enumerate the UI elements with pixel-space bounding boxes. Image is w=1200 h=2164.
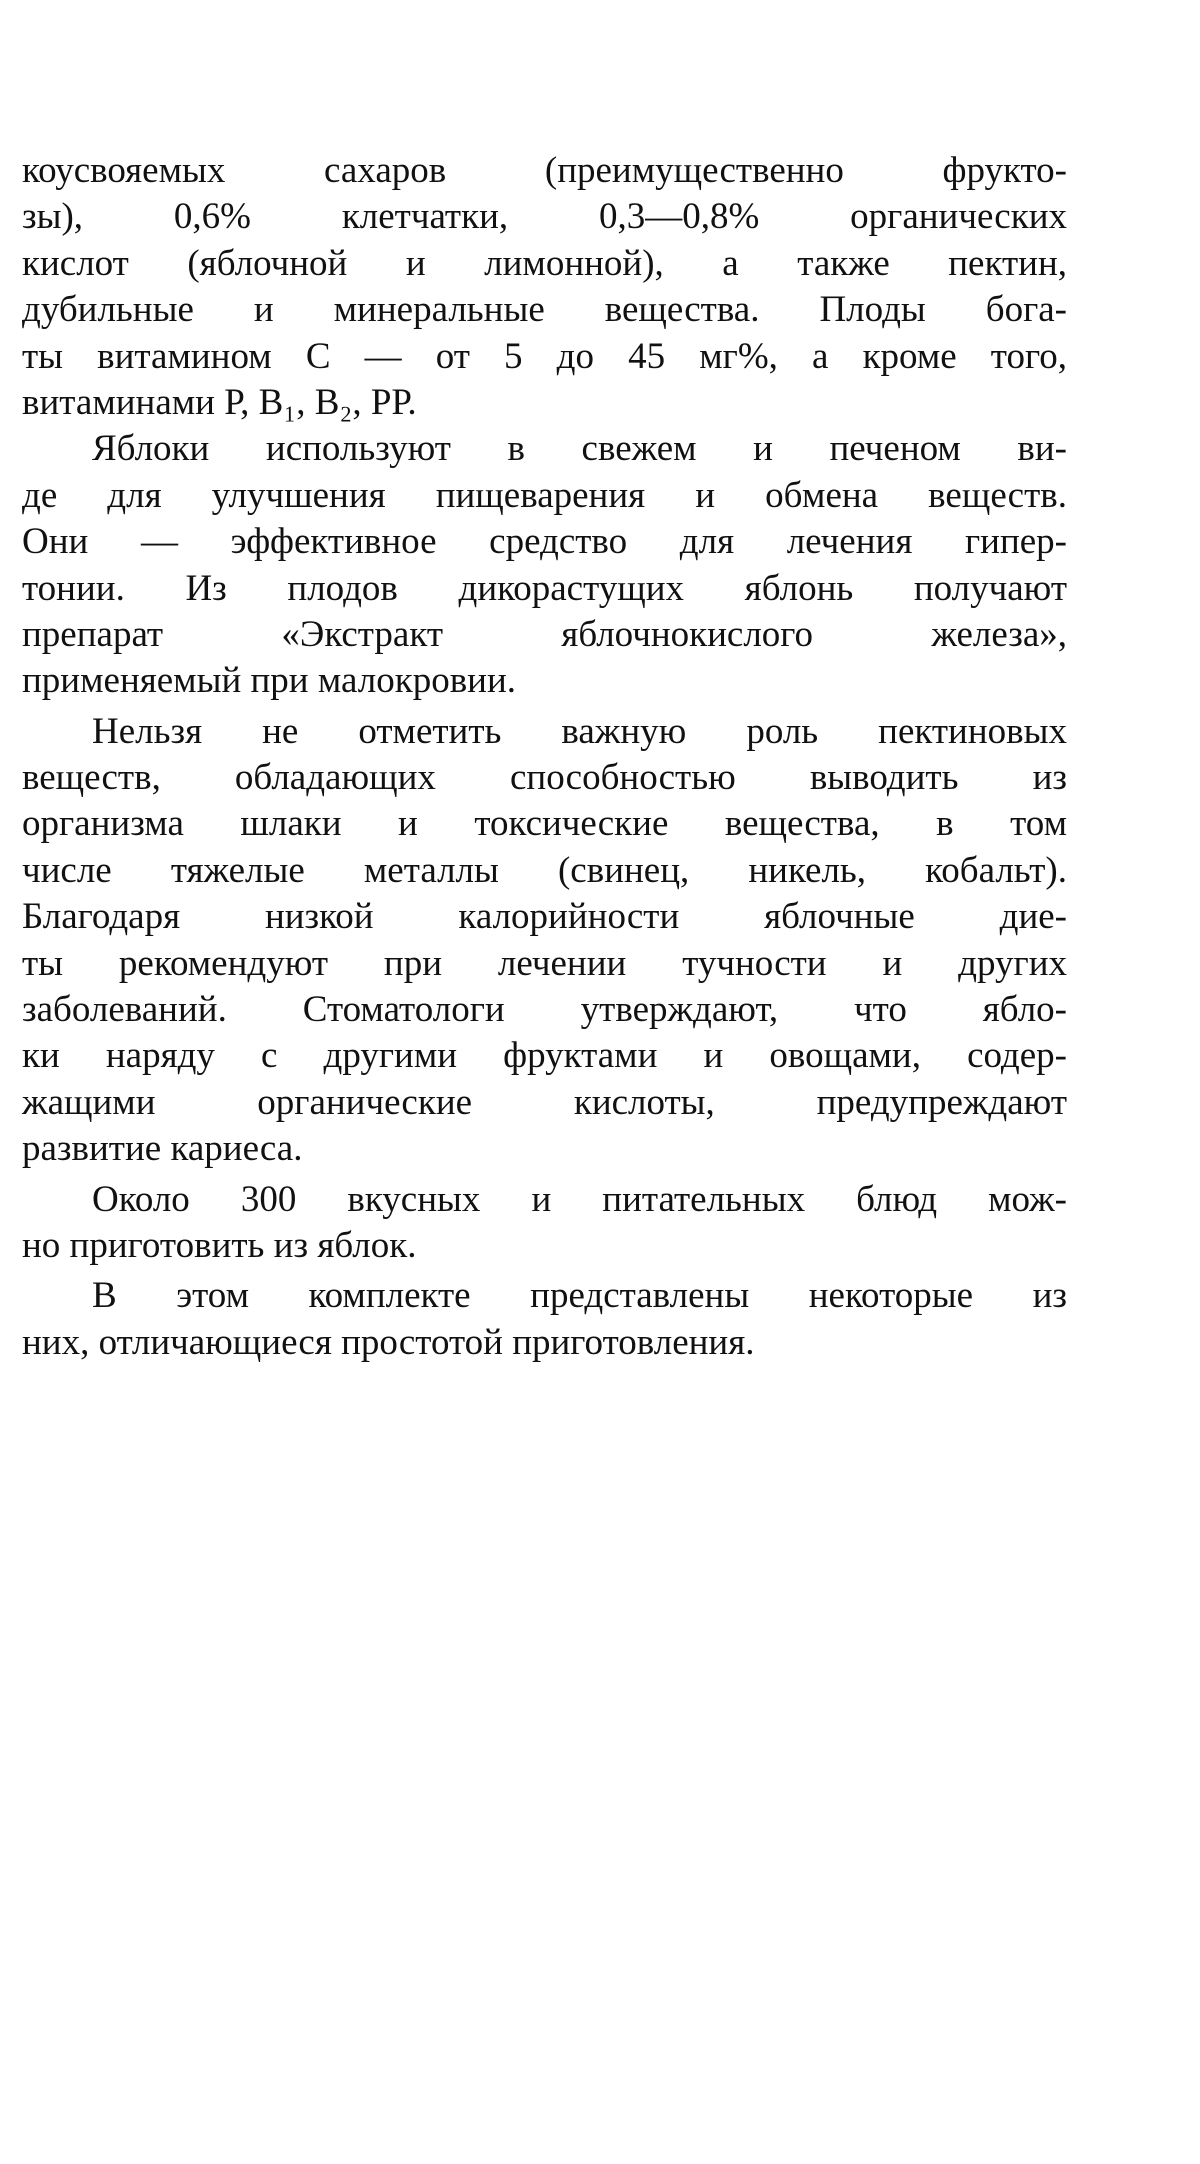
text-line: тонии. Из плодов дикорастущих яблонь получают [22,567,1067,609]
text-line: Яблоки используют в свежем и печеном ви- [92,428,1067,470]
text-line: зы), 0,6% клетчатки, 0,3—0,8% органических [22,196,1067,238]
text-line: жащими органические кислоты, предупреждают [22,1081,1067,1123]
paragraph-dishes [22,1177,1067,1270]
text-line: заболеваний. Стоматологи утверждают, что ябло- [22,989,1067,1031]
text-line: Около 300 вкусных и питательных блюд мож- [92,1178,1067,1220]
text-line: ты витамином С — от 5 до 45 мг%, а кроме того, [22,335,1067,377]
text-line: но приготовить из яблок. [22,1224,417,1266]
text-line: ки наряду с другими фруктами и овощами, содер- [22,1035,1067,1077]
text-line: кислот (яблочной и лимонной), а также пектин, [22,242,1067,284]
text-line: числе тяжелые металлы (свинец, никель, кобальт). [22,849,1067,891]
paragraph-pectin [22,709,1067,1173]
text-line: препарат «Экстракт яблочнокислого железа», [22,613,1067,655]
document-page [22,148,1067,1366]
paragraph-composition [22,148,1067,426]
text-line: коусвояемых сахаров (преимущественно фрукто- [22,150,1067,191]
text-line: организма шлаки и токсические вещества, в том [22,803,1067,845]
text-line: развитие кариеса. [22,1128,303,1170]
text-line: ты рекомендуют при лечении тучности и других [22,942,1067,984]
text-line: витаминами Р, B₁, B₂, РР. [22,381,417,423]
text-line: Нельзя не отметить важную роль пектиновых [92,710,1067,752]
text-line: них, отличающиеся простотой приготовления. [22,1321,755,1363]
text-line: дубильные и минеральные вещества. Плоды бога- [22,289,1067,331]
text-line: де для улучшения пищеварения и обмена веществ. [22,474,1067,516]
paragraph-usage [22,426,1067,704]
text-line: Благодаря низкой калорийности яблочные дие- [22,896,1067,938]
text-line: веществ, обладающих способностью выводить из [22,757,1067,799]
text-line: Они — эффективное средство для лечения гипер- [22,521,1067,563]
text-line: В этом комплекте представлены некоторые из [92,1275,1067,1317]
text-line: применяемый при малокровии. [22,660,517,702]
paragraph-set [22,1273,1067,1366]
